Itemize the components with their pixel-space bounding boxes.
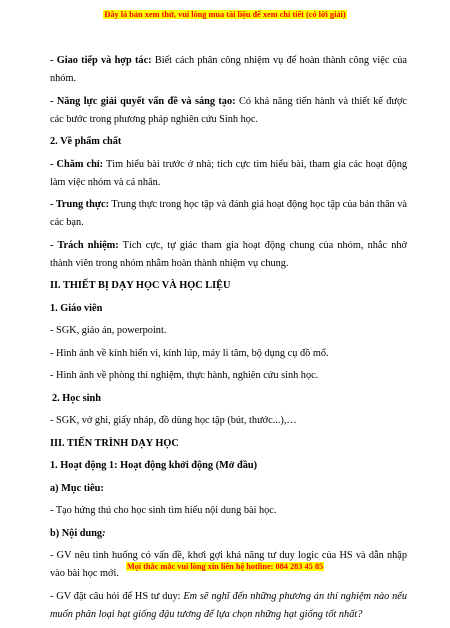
- list-item: [50, 588, 407, 624]
- paragraph-giao-tiep: [50, 52, 407, 88]
- heading-tien-trinh: III. TIẾN TRÌNH DẠY HỌC: [50, 437, 179, 449]
- heading-muc-tieu: a) Mục tiêu:: [50, 482, 104, 494]
- list-item: - Tạo hứng thú cho học sinh tìm hiểu nội dung bài học.: [50, 505, 277, 516]
- label-giao-tiep: - Giao tiếp và hợp tác:: [50, 55, 152, 66]
- list-item: - SGK, vở ghi, giấy nháp, đồ dùng học tập (bút, thước...),…: [50, 415, 297, 426]
- label-trach-nhiem: - Trách nhiệm:: [50, 239, 119, 251]
- list-item: - Hình ảnh về phòng thí nghiệm, thực hành, nghiên cứu sinh học.: [50, 370, 319, 381]
- paragraph-trung-thuc: [50, 196, 407, 232]
- preview-banner: [0, 10, 450, 19]
- heading-noi-dung-colon: :: [102, 527, 106, 539]
- list-item: - SGK, giáo án, powerpoint.: [50, 325, 167, 336]
- paragraph-cham-chi: [50, 156, 407, 192]
- heading-noi-dung-text: b) Nội dung: [50, 527, 103, 539]
- label-cham-chi: - Chăm chỉ:: [50, 158, 104, 170]
- text-giao-tiep: Biết cách phân công nhiệm vụ để hoàn thành công việc của nhóm.: [50, 55, 407, 84]
- text-giai-quyet-van-de: Có khả năng tiến hành và thiết kế được các bước trong phương pháp nghiên cứu Sinh học.: [50, 95, 407, 125]
- text-cham-chi: Tìm hiểu bài trước ở nhà; tích cực tìm hiểu bài, tham gia các hoạt động làm việc nhóm và cá nhân.: [50, 158, 407, 188]
- question-text: Em sẽ nghĩ đến những phương án thí nghiệm nào nếu muốn phân loại hạt giống đậu tương để lựa chọn những hạt giống tốt nhất?: [50, 590, 407, 620]
- list-item: - Hình ảnh về kính hiển vi, kính lúp, máy li tâm, bộ dụng cụ đồ mổ.: [50, 347, 329, 359]
- paragraph-giai-quyet-van-de: [50, 93, 407, 129]
- list-item: - GV nêu tình huống có vấn đề, khơi gợi khả năng tư duy logic của HS và dẫn nhập vào bài học mới.: [50, 550, 407, 579]
- hotline-footer-text: Mọi thắc mắc vui lòng xin liên hệ hotline: 084 283 45 85: [126, 562, 324, 571]
- question-intro: - GV đặt câu hỏi để HS tư duy:: [50, 590, 184, 602]
- document-content: [50, 52, 407, 628]
- heading-noi-dung: [50, 525, 407, 543]
- text-trach-nhiem: Tích cực, tự giác tham gia hoạt động chung của nhóm, nhắc nhở thành viên trong nhóm nhằm hoàn thành nhiệm vụ chung.: [50, 239, 407, 269]
- text-trung-thuc: Trung thực trong học tập và đánh giá hoạt động học tập của bản thân và các bạn.: [50, 199, 407, 228]
- preview-banner-text: Đây là bản xem thử, vui lòng mua tài liệu để xem chi tiết (có lời giải): [104, 10, 346, 19]
- heading-thiet-bi: II. THIẾT BỊ DẠY HỌC VÀ HỌC LIỆU: [50, 280, 231, 291]
- heading-hoc-sinh: 2. Học sinh: [52, 392, 101, 404]
- heading-pham-chat: 2. Về phẩm chất: [50, 136, 122, 147]
- label-trung-thuc: - Trung thực:: [50, 199, 110, 210]
- hotline-footer: [0, 562, 450, 571]
- heading-giao-vien: 1. Giáo viên: [50, 302, 103, 314]
- label-giai-quyet-van-de: - Năng lực giải quyết vấn đề và sáng tạo:: [50, 95, 236, 107]
- paragraph-trach-nhiem: [50, 237, 407, 273]
- heading-hoat-dong-1: 1. Hoạt động 1: Hoạt động khởi động (Mở đầu): [50, 460, 258, 471]
